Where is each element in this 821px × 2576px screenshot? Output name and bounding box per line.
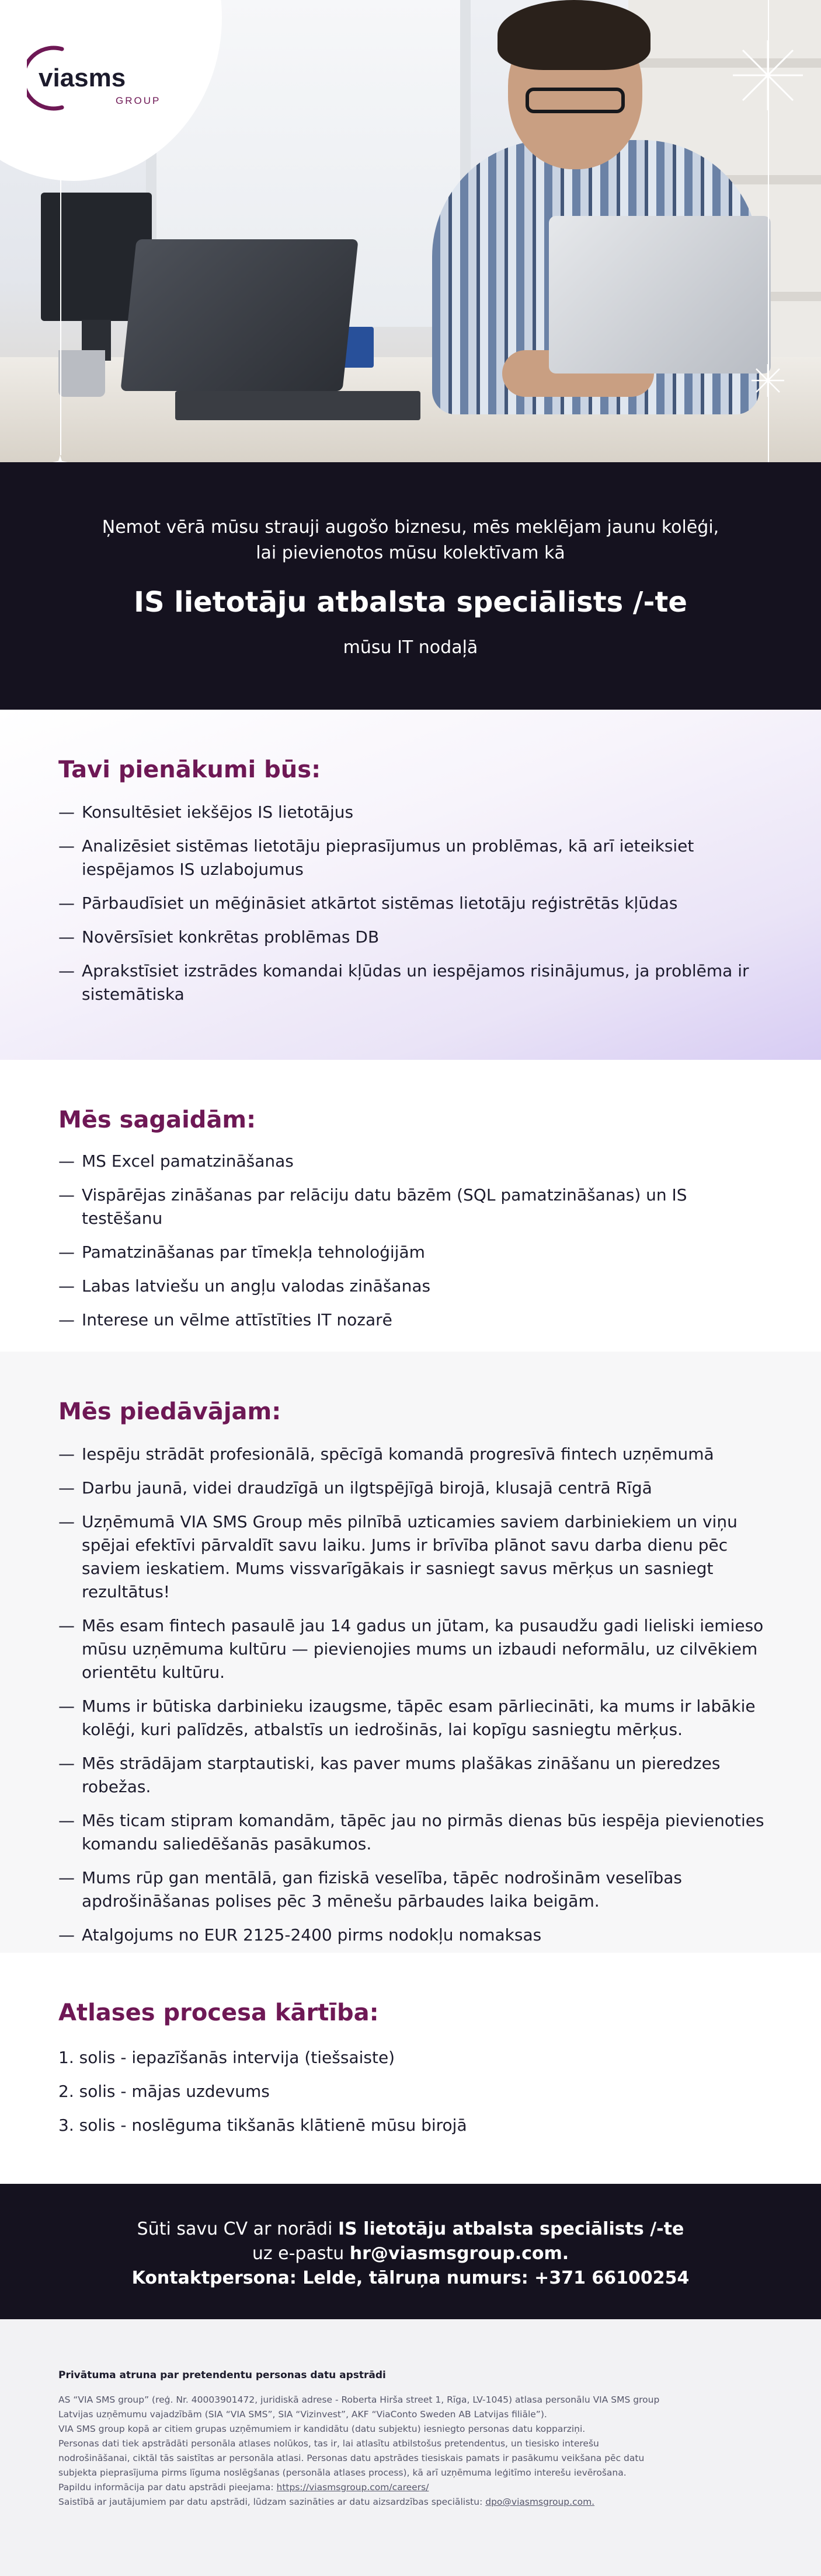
careers-link[interactable]: https://viasmsgroup.com/careers/ xyxy=(276,2482,429,2493)
cv-instruction: Sūti savu CV ar norādi IS lietotāju atbalsta speciālists /-te xyxy=(137,2219,684,2239)
privacy-text: AS “VIA SMS group” (reģ. Nr. 40003901472, juridiskā adrese - Roberta Hirša street 1, Rīga, LV-1045) atlasa personālu VIA SMS group Latvijas uzņēmumu vajadzībām (SIA “VIA SMS”, SIA “Vizinvest”, AKF “ViaConto Sweden AB Latvijas filiāle”). VIA SMS group kopā ar citiem grupas uzņēmumiem ir kandidātu (datu subjektu) iesniegto personas datu kopparziņi. Personas dati tiek apstrādāti personāla atlases nolūkos, tas ir, lai atlasītu atbilstošus pretendentus, un tiesisko interešu nodrošināšanai, ciktāl tās saistītas ar personāla atlasi. Personas datu apstrādes tiesiskais pamats ir pasākumu veikšana pēc datu subjekta pieprasījuma pirms līguma noslēgšanas (personāla atlases process), kā arī uzņēmuma leģitīmo interešu ievērošana. Papildu informācija par datu apstrādi pieejama: https://viasmsgroup.com/careers/ Saistībā ar jautājumiem par datu apstrādi, lūdzam sazināties ar datu aizsardzības speciālistu: dpo@viasmsgroup.com. xyxy=(58,2395,660,2507)
list-item: — Pamatzināšanas par tīmekļa tehnoloģijām xyxy=(58,1241,771,1264)
list-item: — Darbu jaunā, videi draudzīgā un ilgtspējīgā birojā, klusajā centrā Rīgā xyxy=(58,1477,771,1500)
list-item: — Mēs ticam stipram komandām, tāpēc jau no pirmās dienas būs iespēja pievienoties komandu saliedēšanās pasākumos. xyxy=(58,1809,771,1856)
list-item: — Aprakstīsiet izstrādes komandai kļūdas un iespējamos risinājumus, ja problēma ir sistemātiska xyxy=(58,959,771,1006)
sparkle-icon xyxy=(730,37,806,113)
list-item: — Konsultēsiet iekšējos IS lietotājus xyxy=(58,801,771,824)
viasms-group-logo xyxy=(27,39,167,114)
hr-email-link[interactable]: hr@viasmsgroup.com. xyxy=(349,2243,569,2264)
logo-subtext: GROUP xyxy=(116,95,161,106)
list-item: 3. solis - noslēguma tikšanās klātienē mūsu birojā xyxy=(58,2116,467,2135)
pencil-cup xyxy=(58,350,105,397)
offer-title: Mēs piedāvājam: xyxy=(58,1398,281,1425)
list-item: — Mēs esam fintech pasaulē jau 14 gadus un jūtam, ka pusaudžu gadi lieliski iemieso mūsu uzņēmuma kultūru — pievienojies mums un izbaudi neformālu, uz cilvēkiem orientētu kultūru. xyxy=(58,1614,771,1684)
contact-banner xyxy=(0,2184,821,2319)
selection-process-section xyxy=(0,1953,821,2184)
list-item: — Analizēsiet sistēmas lietotāju pieprasījumus un problēmas, kā arī ieteiksiet iespējamos IS uzlabojumus xyxy=(58,835,771,881)
duties-title: Tavi pienākumi būs: xyxy=(58,756,321,783)
list-item: 1. solis - iepazīšanās intervija (tiešsaiste) xyxy=(58,2048,395,2067)
job-title: IS lietotāju atbalsta speciālists /-te xyxy=(134,586,687,619)
list-item: — Labas latviešu un angļu valodas zināšanas xyxy=(58,1275,771,1298)
position-reference: IS lietotāju atbalsta speciālists /-te xyxy=(338,2219,684,2239)
process-list xyxy=(58,2046,771,2148)
offer-section xyxy=(0,1352,821,1953)
list-item: — Pārbaudīsiet un mēģināsiet atkārtot sistēmas lietotāju reģistrētās kļūdas xyxy=(58,892,771,915)
duties-list xyxy=(58,801,771,1017)
list-item: — Iespēju strādāt profesionālā, spēcīgā komandā progresīvā fintech uzņēmumā xyxy=(58,1443,771,1466)
list-item: — Interese un vēlme attīstīties IT nozarē xyxy=(58,1308,771,1332)
process-title: Atlases procesa kārtība: xyxy=(58,1999,379,2026)
intro-text: Ņemot vērā mūsu strauji augošo biznesu, mēs meklējam jaunu kolēģi, lai pievienotos mūsu kolektīvam kā xyxy=(102,517,719,563)
privacy-notice xyxy=(0,2319,821,2576)
requirements-list xyxy=(58,1150,771,1342)
requirements-section xyxy=(0,1060,821,1352)
contact-person: Kontaktpersona: Lelde, tālruņa numurs: +371 66100254 xyxy=(131,2268,690,2288)
privacy-title: Privātuma atruna par pretendentu personas datu apstrādi xyxy=(58,2369,386,2381)
list-item: — MS Excel pamatzināšanas xyxy=(58,1150,771,1173)
desk-laptop xyxy=(120,239,358,391)
email-line: uz e-pastu hr@viasmsgroup.com. xyxy=(252,2243,569,2264)
requirements-title: Mēs sagaidām: xyxy=(58,1107,256,1133)
list-item: — Vispārējas zināšanas par relāciju datu bāzēm (SQL pamatzināšanas) un IS testēšanu xyxy=(58,1184,771,1230)
department: mūsu IT nodaļā xyxy=(343,637,478,658)
list-item: — Atalgojums no EUR 2125-2400 pirms nodokļu nomaksas xyxy=(58,1924,771,1947)
logo-wordmark: viasms xyxy=(39,64,126,92)
list-item: 2. solis - mājas uzdevums xyxy=(58,2082,270,2101)
held-laptop xyxy=(549,216,771,374)
sparkle-small-icon xyxy=(750,363,785,398)
offer-list xyxy=(58,1443,771,1957)
hero-banner xyxy=(0,0,821,462)
list-item: — Mums rūp gan mentālā, gan fiziskā veselība, tāpēc nodrošinām veselības apdrošināšanas polises pēc 3 mēnešu pārbaudes laika beigām. xyxy=(58,1866,771,1913)
glasses xyxy=(526,88,625,113)
duties-section xyxy=(0,710,821,1060)
dpo-email-link[interactable]: dpo@viasmsgroup.com. xyxy=(485,2497,595,2507)
list-item: — Uzņēmumā VIA SMS Group mēs pilnībā uzticamies saviem darbiniekiem un viņu spējai efektīvi pārvaldīt savu laiku. Jums ir brīvība plānot savu darba dienu pēc saviem ieskatiem. Mums vissvarīgākais ir sasniegt savus mērķus un sasniegt rezultātus! xyxy=(58,1510,771,1604)
intro-banner xyxy=(0,462,821,710)
list-item: — Mēs strādājam starptautiski, kas paver mums plašākas zināšanu un pieredzes robežas. xyxy=(58,1752,771,1799)
list-item: — Mums ir būtiska darbinieku izaugsme, tāpēc esam pārliecināti, ka mums ir labākie kolēģi, kuri palīdzēs, atbalstīs un iedrošinās, lai kopīgu sasniegtu mērķus. xyxy=(58,1695,771,1741)
list-item: — Novērsīsiet konkrētas problēmas DB xyxy=(58,926,771,949)
